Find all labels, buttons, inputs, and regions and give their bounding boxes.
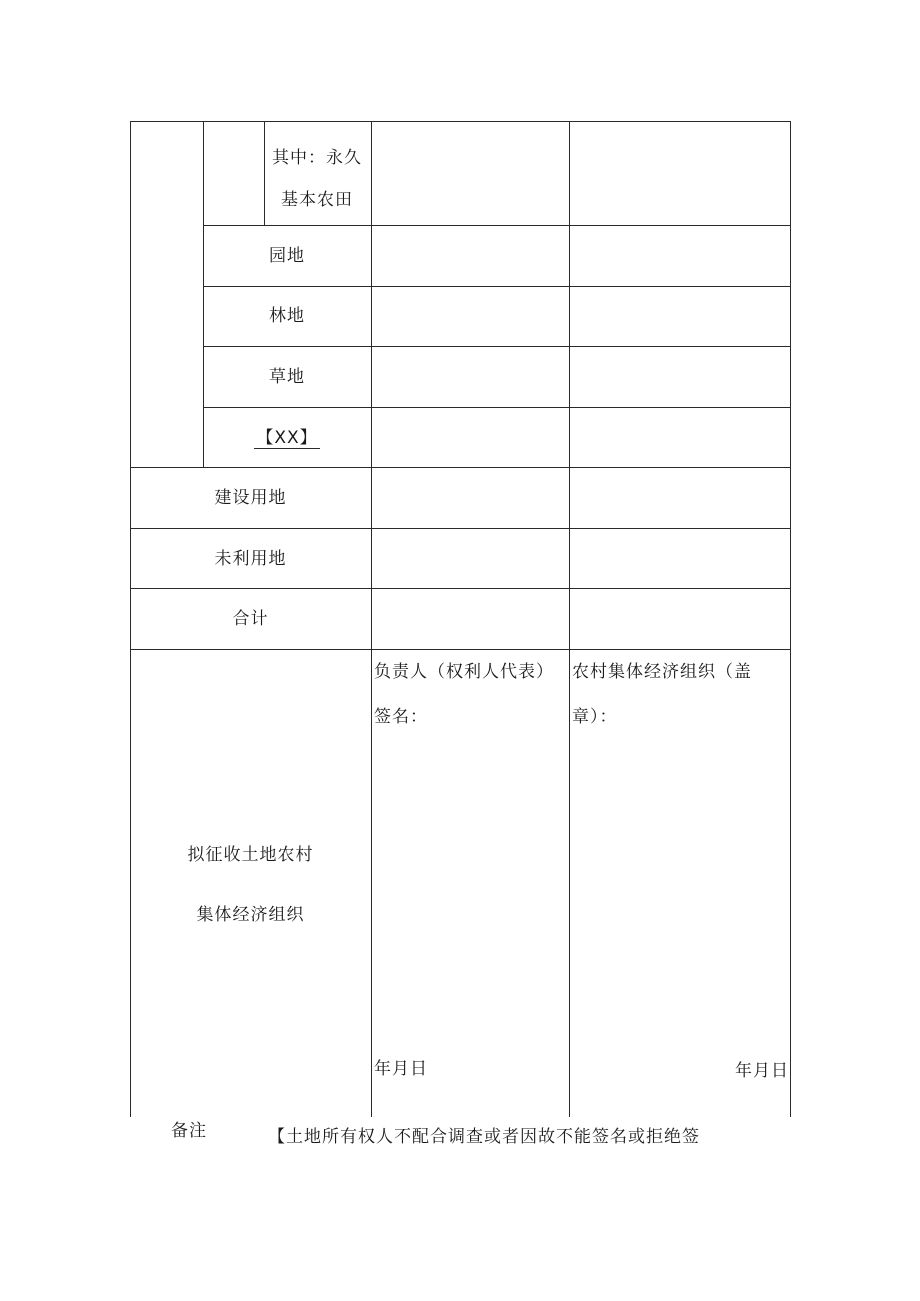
date-right: 年月日 bbox=[735, 1061, 789, 1081]
signature-row-label-2: 集体经济组织 bbox=[196, 905, 305, 925]
signature-row-label-1: 拟征收土地农村 bbox=[187, 845, 314, 865]
grid-line bbox=[203, 407, 791, 408]
placeholder-text: 【XX】 bbox=[256, 428, 318, 448]
grid-line bbox=[130, 649, 791, 650]
grid-line bbox=[569, 121, 570, 1117]
row-label-permanent-farmland-2: 基本农田 bbox=[281, 190, 353, 210]
grid-line bbox=[130, 588, 791, 589]
table-border-right bbox=[790, 121, 791, 1117]
date-left: 年月日 bbox=[374, 1059, 428, 1079]
grid-line bbox=[203, 346, 791, 347]
row-label-forest: 林地 bbox=[269, 306, 305, 326]
row-label-grassland: 草地 bbox=[269, 367, 305, 387]
grid-line bbox=[203, 225, 791, 226]
collective-org-label: 农村集体经济组织（盖 bbox=[572, 662, 752, 682]
grid-line bbox=[130, 467, 791, 468]
row-label-placeholder bbox=[203, 428, 371, 448]
row-label-total: 合计 bbox=[232, 609, 269, 629]
row-label-permanent-farmland-1: 其中：永久 bbox=[272, 148, 362, 168]
responsible-person-label: 负责人（权利人代表） bbox=[374, 662, 554, 682]
table-border-top bbox=[130, 121, 791, 122]
row-label-unused: 未利用地 bbox=[214, 549, 287, 569]
grid-line bbox=[371, 121, 372, 1117]
grid-line bbox=[203, 286, 791, 287]
remarks-label: 备注 bbox=[171, 1121, 207, 1141]
responsible-sign-label: 签名： bbox=[374, 707, 428, 727]
row-label-construction: 建设用地 bbox=[214, 488, 287, 508]
collective-seal-label: 章）： bbox=[572, 707, 618, 727]
grid-line bbox=[203, 121, 204, 467]
row-label-garden: 园地 bbox=[269, 246, 305, 266]
grid-line bbox=[264, 121, 265, 225]
grid-line bbox=[130, 528, 791, 529]
remarks-text: 【土地所有权人不配合调查或者因故不能签名或拒绝签 bbox=[268, 1127, 700, 1147]
